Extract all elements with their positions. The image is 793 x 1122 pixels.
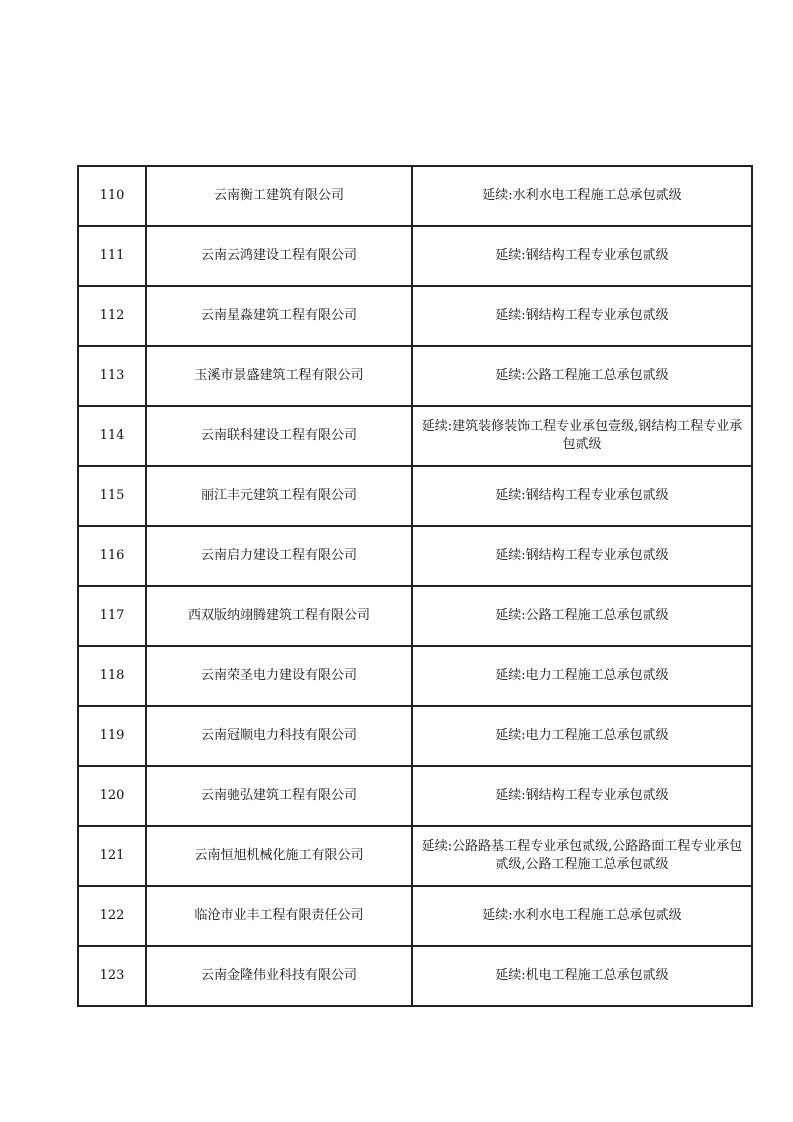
table-row [78,826,752,886]
company-name: 丽江丰元建筑工程有限公司 [146,466,412,526]
company-name: 云南恒旭机械化施工有限公司 [146,826,412,886]
qualification-scope: 延续:钢结构工程专业承包贰级 [412,526,752,586]
qualification-scope: 延续:钢结构工程专业承包贰级 [412,286,752,346]
qualification-scope: 延续:水利水电工程施工总承包贰级 [412,166,752,226]
row-number: 111 [78,226,146,286]
row-number: 115 [78,466,146,526]
row-number: 114 [78,406,146,466]
table-row [78,886,752,946]
table-row [78,646,752,706]
company-name: 云南冠顺电力科技有限公司 [146,706,412,766]
row-number: 118 [78,646,146,706]
table-row [78,286,752,346]
qualification-scope: 延续:水利水电工程施工总承包贰级 [412,886,752,946]
company-name: 云南衡工建筑有限公司 [146,166,412,226]
table-row [78,706,752,766]
row-number: 121 [78,826,146,886]
row-number: 117 [78,586,146,646]
row-number: 120 [78,766,146,826]
company-name: 云南启力建设工程有限公司 [146,526,412,586]
qualification-scope: 延续:电力工程施工总承包贰级 [412,646,752,706]
row-number: 112 [78,286,146,346]
qualification-scope: 延续:公路路基工程专业承包贰级,公路路面工程专业承包贰级,公路工程施工总承包贰级 [412,826,752,886]
qualification-scope: 延续:钢结构工程专业承包贰级 [412,226,752,286]
table-row [78,226,752,286]
qualification-scope: 延续:钢结构工程专业承包贰级 [412,766,752,826]
company-name: 云南金隆伟业科技有限公司 [146,946,412,1006]
table-row [78,346,752,406]
table-body [78,166,752,1006]
row-number: 123 [78,946,146,1006]
company-name: 云南驰弘建筑工程有限公司 [146,766,412,826]
row-number: 113 [78,346,146,406]
table-row [78,166,752,226]
company-name: 云南星淼建筑工程有限公司 [146,286,412,346]
table-row [78,466,752,526]
qualification-scope: 延续:钢结构工程专业承包贰级 [412,466,752,526]
row-number: 119 [78,706,146,766]
qualification-scope: 延续:电力工程施工总承包贰级 [412,706,752,766]
qualification-scope: 延续:建筑装修装饰工程专业承包壹级,钢结构工程专业承包贰级 [412,406,752,466]
qualification-scope: 延续:机电工程施工总承包贰级 [412,946,752,1006]
row-number: 116 [78,526,146,586]
qualification-scope: 延续:公路工程施工总承包贰级 [412,346,752,406]
qualification-table [77,165,753,1007]
table-row [78,946,752,1006]
company-name: 西双版纳翊腾建筑工程有限公司 [146,586,412,646]
table-row [78,766,752,826]
company-name: 云南云鸿建设工程有限公司 [146,226,412,286]
row-number: 110 [78,166,146,226]
table-row [78,586,752,646]
company-name: 临沧市业丰工程有限责任公司 [146,886,412,946]
row-number: 122 [78,886,146,946]
company-name: 云南荣圣电力建设有限公司 [146,646,412,706]
table-row [78,406,752,466]
company-name: 玉溪市景盛建筑工程有限公司 [146,346,412,406]
qualification-scope: 延续:公路工程施工总承包贰级 [412,586,752,646]
company-name: 云南联科建设工程有限公司 [146,406,412,466]
table-row [78,526,752,586]
